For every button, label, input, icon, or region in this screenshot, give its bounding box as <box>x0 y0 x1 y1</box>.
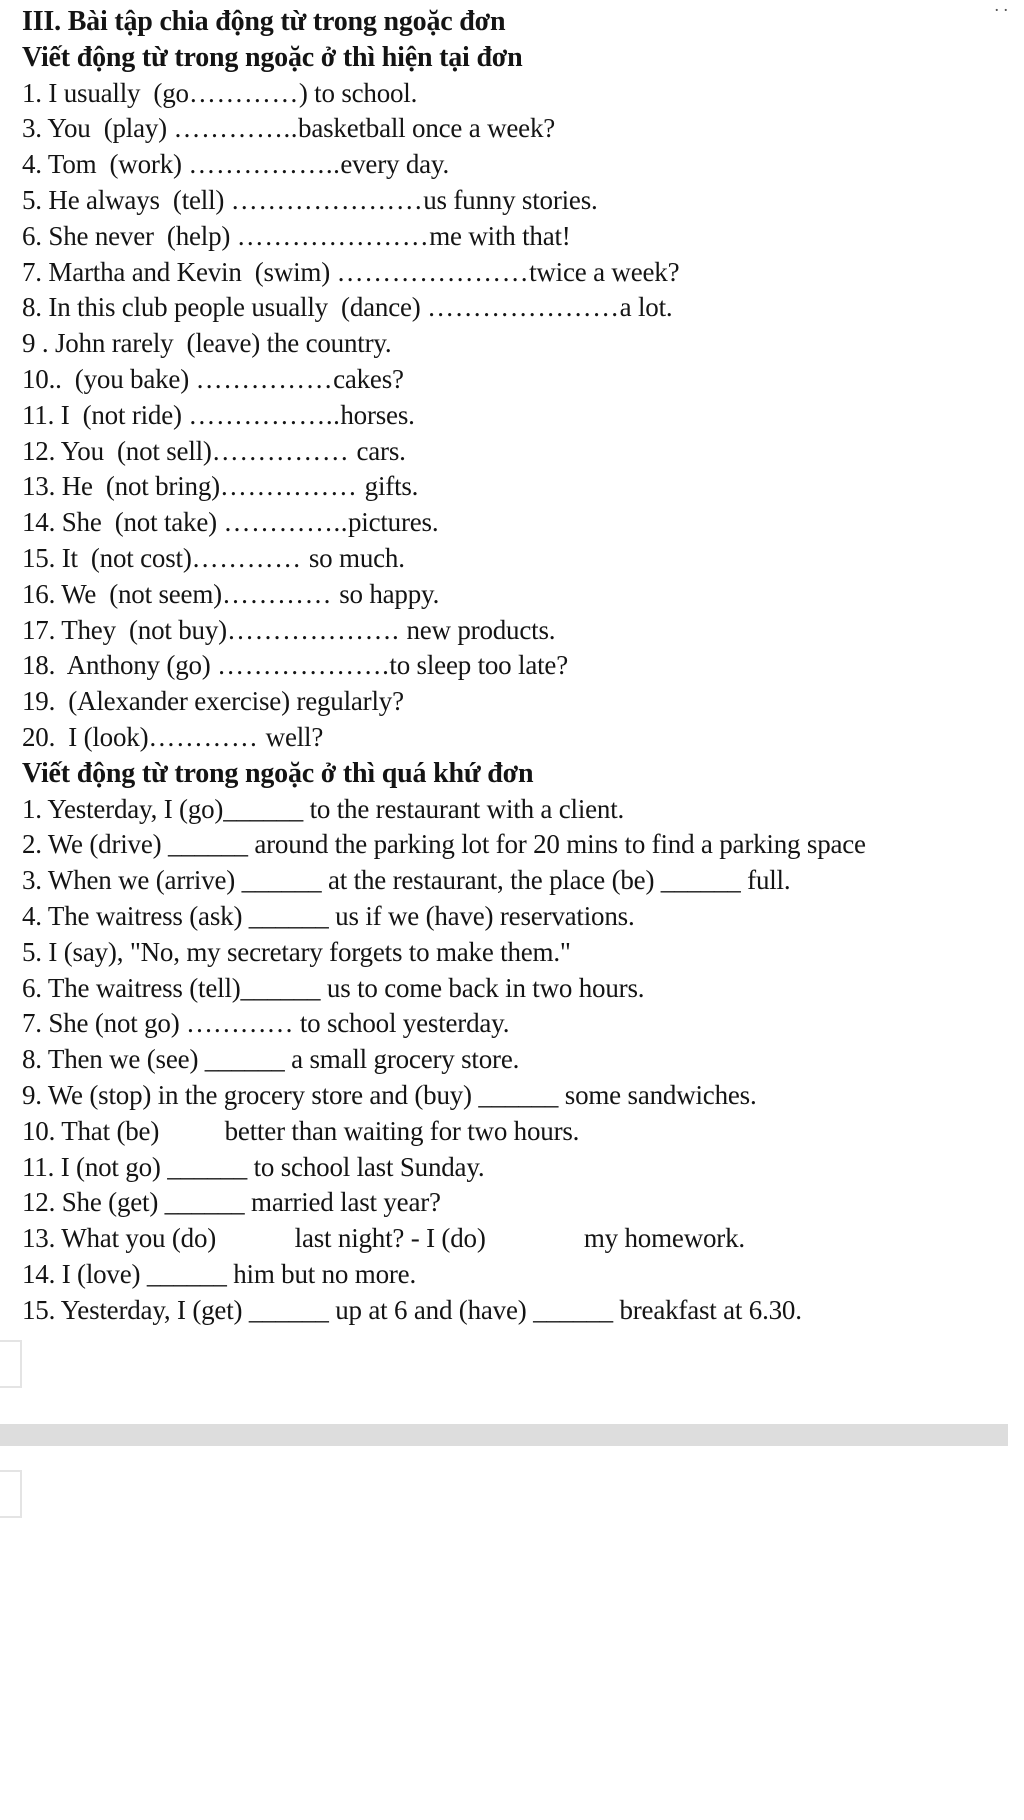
answer-blank: ______ <box>248 900 329 931</box>
exercise-text: 11. I (not go) <box>22 1151 168 1182</box>
exercise-text: cakes? <box>333 363 404 394</box>
exercise-item <box>22 183 1022 219</box>
answer-blank: ______ <box>223 793 304 824</box>
answer-blank: ………………… <box>236 220 430 251</box>
answer-blank: ………………. <box>226 614 407 645</box>
present-tense-exercise-list <box>22 76 1022 756</box>
exercise-item <box>22 1185 1022 1221</box>
exercise-item <box>22 720 1022 756</box>
exercise-text: ) to school. <box>298 77 418 108</box>
exercise-item <box>22 1293 1022 1329</box>
exercise-item <box>22 1042 1022 1078</box>
present-tense-heading: Viết động từ trong ngoặc ở thì hiện tại đơn <box>22 41 523 73</box>
exercise-item <box>22 792 1022 828</box>
exercise-text: to sleep too late? <box>389 650 568 681</box>
exercise-text: 10. That (be) better than waiting for two hours. <box>22 1115 580 1146</box>
exercise-text: 1. I usually (go <box>22 77 189 108</box>
exercise-text: breakfast at 6.30. <box>612 1294 802 1325</box>
section-title: III. Bài tập chia động từ trong ngoặc đơn <box>22 6 506 37</box>
exercise-text: 2. We (drive) <box>22 829 168 860</box>
exercise-item <box>22 1078 1022 1114</box>
exercise-item <box>22 541 1022 577</box>
exercise-text: so much. <box>308 542 405 573</box>
exercise-text: 9 . John rarely (leave) the country. <box>22 328 392 359</box>
exercise-text: 12. She (get) <box>22 1187 165 1218</box>
exercise-item <box>22 469 1022 505</box>
exercise-text: horses. <box>340 399 415 430</box>
exercise-text: to school yesterday. <box>299 1008 510 1039</box>
exercise-text: a small grocery store. <box>284 1044 520 1075</box>
exercise-text: up at 6 and (have) <box>328 1294 534 1325</box>
exercise-text: 6. She never (help) <box>22 220 237 251</box>
exercise-item <box>22 1257 1022 1293</box>
page-edge-marker <box>0 1470 22 1518</box>
exercise-item <box>22 398 1022 434</box>
exercise-text: cars. <box>356 435 406 466</box>
exercise-text: 3. You (play) <box>22 113 174 144</box>
exercise-item <box>22 684 1022 720</box>
exercise-text: 5. He always (tell) <box>22 184 231 215</box>
answer-blank: ______ <box>478 1079 559 1110</box>
exercise-text: 14. She (not take) <box>22 507 224 538</box>
exercise-item <box>22 147 1022 183</box>
exercise-text: 16. We (not seem) <box>22 578 222 609</box>
exercise-text: 12. You (not sell) <box>22 435 212 466</box>
exercise-item <box>22 326 1022 362</box>
exercise-item <box>22 1114 1022 1150</box>
answer-blank: ………… <box>191 542 309 573</box>
exercise-item <box>22 577 1022 613</box>
past-tense-exercise-list <box>22 792 1022 1329</box>
answer-blank: ………… <box>188 77 299 108</box>
answer-blank: …………….. <box>188 399 341 430</box>
exercise-text: 18. Anthony (go) <box>22 650 218 681</box>
exercise-text: 4. Tom (work) <box>22 149 189 180</box>
exercise-text: 1. Yesterday, I (go) <box>22 793 224 824</box>
exercise-text: 15. Yesterday, I (get) <box>22 1294 249 1325</box>
exercise-text: 5. I (say), "No, my secretary forgets to make them." <box>22 936 571 967</box>
exercise-item <box>22 290 1022 326</box>
exercise-text: 13. What you (do) last night? - I (do) my homework. <box>22 1223 745 1254</box>
exercise-item <box>22 255 1022 291</box>
exercise-text: 14. I (love) <box>22 1258 147 1289</box>
answer-blank: ………………… <box>336 256 530 287</box>
exercise-text: married last year? <box>244 1187 441 1218</box>
exercise-text: 8. Then we (see) <box>22 1044 205 1075</box>
exercise-item <box>22 362 1022 398</box>
exercise-item <box>22 505 1022 541</box>
exercise-item <box>22 1150 1022 1186</box>
exercise-text: well? <box>265 721 324 752</box>
exercise-item <box>22 1006 1022 1042</box>
exercise-item <box>22 111 1022 147</box>
exercise-text: 11. I (not ride) <box>22 399 189 430</box>
answer-blank: ………….. <box>173 113 299 144</box>
exercise-text: 9. We (stop) in the grocery store and (buy) <box>22 1079 479 1110</box>
answer-blank: …………….. <box>188 149 341 180</box>
exercise-text: 15. It (not cost) <box>22 542 192 573</box>
exercise-text: gifts. <box>364 471 419 502</box>
answer-blank: ______ <box>146 1258 227 1289</box>
answer-blank: ______ <box>167 1151 248 1182</box>
exercise-text: 8. In this club people usually (dance) <box>22 292 428 323</box>
worksheet <box>22 4 1022 1328</box>
answer-blank: ______ <box>204 1044 285 1075</box>
exercise-text: us to come back in two hours. <box>320 972 645 1003</box>
exercise-item <box>22 1221 1022 1257</box>
exercise-text: 6. The waitress (tell) <box>22 972 241 1003</box>
exercise-text: some sandwiches. <box>558 1079 757 1110</box>
exercise-text: him but no more. <box>226 1258 417 1289</box>
answer-blank: …………… <box>195 363 334 394</box>
exercise-text: 20. I (look) <box>22 721 149 752</box>
exercise-text: 10.. (you bake) <box>22 363 196 394</box>
answer-blank: ______ <box>167 829 248 860</box>
exercise-text: to the restaurant with a client. <box>303 793 625 824</box>
exercise-text: 3. When we (arrive) <box>22 865 242 896</box>
exercise-text: 7. She (not go) <box>22 1008 187 1039</box>
exercise-item <box>22 935 1022 971</box>
exercise-text: 7. Martha and Kevin (swim) <box>22 256 337 287</box>
exercise-text: 13. He (not bring) <box>22 471 220 502</box>
answer-blank: ______ <box>164 1187 245 1218</box>
page-edge-marker <box>0 1340 22 1388</box>
exercise-item <box>22 434 1022 470</box>
exercise-text: every day. <box>340 149 450 180</box>
answer-blank: …………… <box>211 435 357 466</box>
answer-blank: ______ <box>533 1294 613 1325</box>
exercise-text: 17. They (not buy) <box>22 614 227 645</box>
exercise-text: a lot. <box>619 292 673 323</box>
answer-blank: ______ <box>660 865 741 896</box>
answer-blank: …………… <box>219 471 365 502</box>
exercise-text: 19. (Alexander exercise) regularly? <box>22 686 404 717</box>
answer-blank: ………… <box>148 721 266 752</box>
exercise-item <box>22 899 1022 935</box>
exercise-text: 4. The waitress (ask) <box>22 900 249 931</box>
exercise-item <box>22 613 1022 649</box>
corner-mark: . . <box>994 0 1008 15</box>
exercise-item <box>22 827 1022 863</box>
exercise-item <box>22 648 1022 684</box>
answer-blank: ………………… <box>230 184 424 215</box>
exercise-text: around the parking lot for 20 mins to find a parking space <box>247 829 866 860</box>
answer-blank: ______ <box>240 972 321 1003</box>
exercise-text: full. <box>740 865 791 896</box>
answer-blank: ………… <box>221 578 340 609</box>
exercise-item <box>22 76 1022 112</box>
exercise-text: pictures. <box>347 507 439 538</box>
exercise-text: new products. <box>406 614 556 645</box>
answer-blank: ………….. <box>223 507 348 538</box>
exercise-text: basketball once a week? <box>298 113 556 144</box>
exercise-item <box>22 863 1022 899</box>
exercise-text: to school last Sunday. <box>247 1151 485 1182</box>
answer-blank: ………………. <box>217 650 390 681</box>
exercise-text: at the restaurant, the place (be) <box>321 865 661 896</box>
exercise-text: us funny stories. <box>423 184 598 215</box>
exercise-text: us if we (have) reservations. <box>328 900 635 931</box>
answer-blank: ______ <box>241 865 322 896</box>
past-tense-heading: Viết động từ trong ngoặc ở thì quá khứ đơn <box>22 757 534 789</box>
exercise-item <box>22 219 1022 255</box>
exercise-text: me with that! <box>429 220 571 251</box>
answer-blank: ………………… <box>427 292 620 323</box>
exercise-text: twice a week? <box>529 256 680 287</box>
answer-blank: ………… <box>186 1008 300 1039</box>
page-divider <box>0 1424 1008 1446</box>
exercise-text: so happy. <box>339 578 440 609</box>
exercise-item <box>22 971 1022 1007</box>
answer-blank: ______ <box>248 1294 329 1325</box>
